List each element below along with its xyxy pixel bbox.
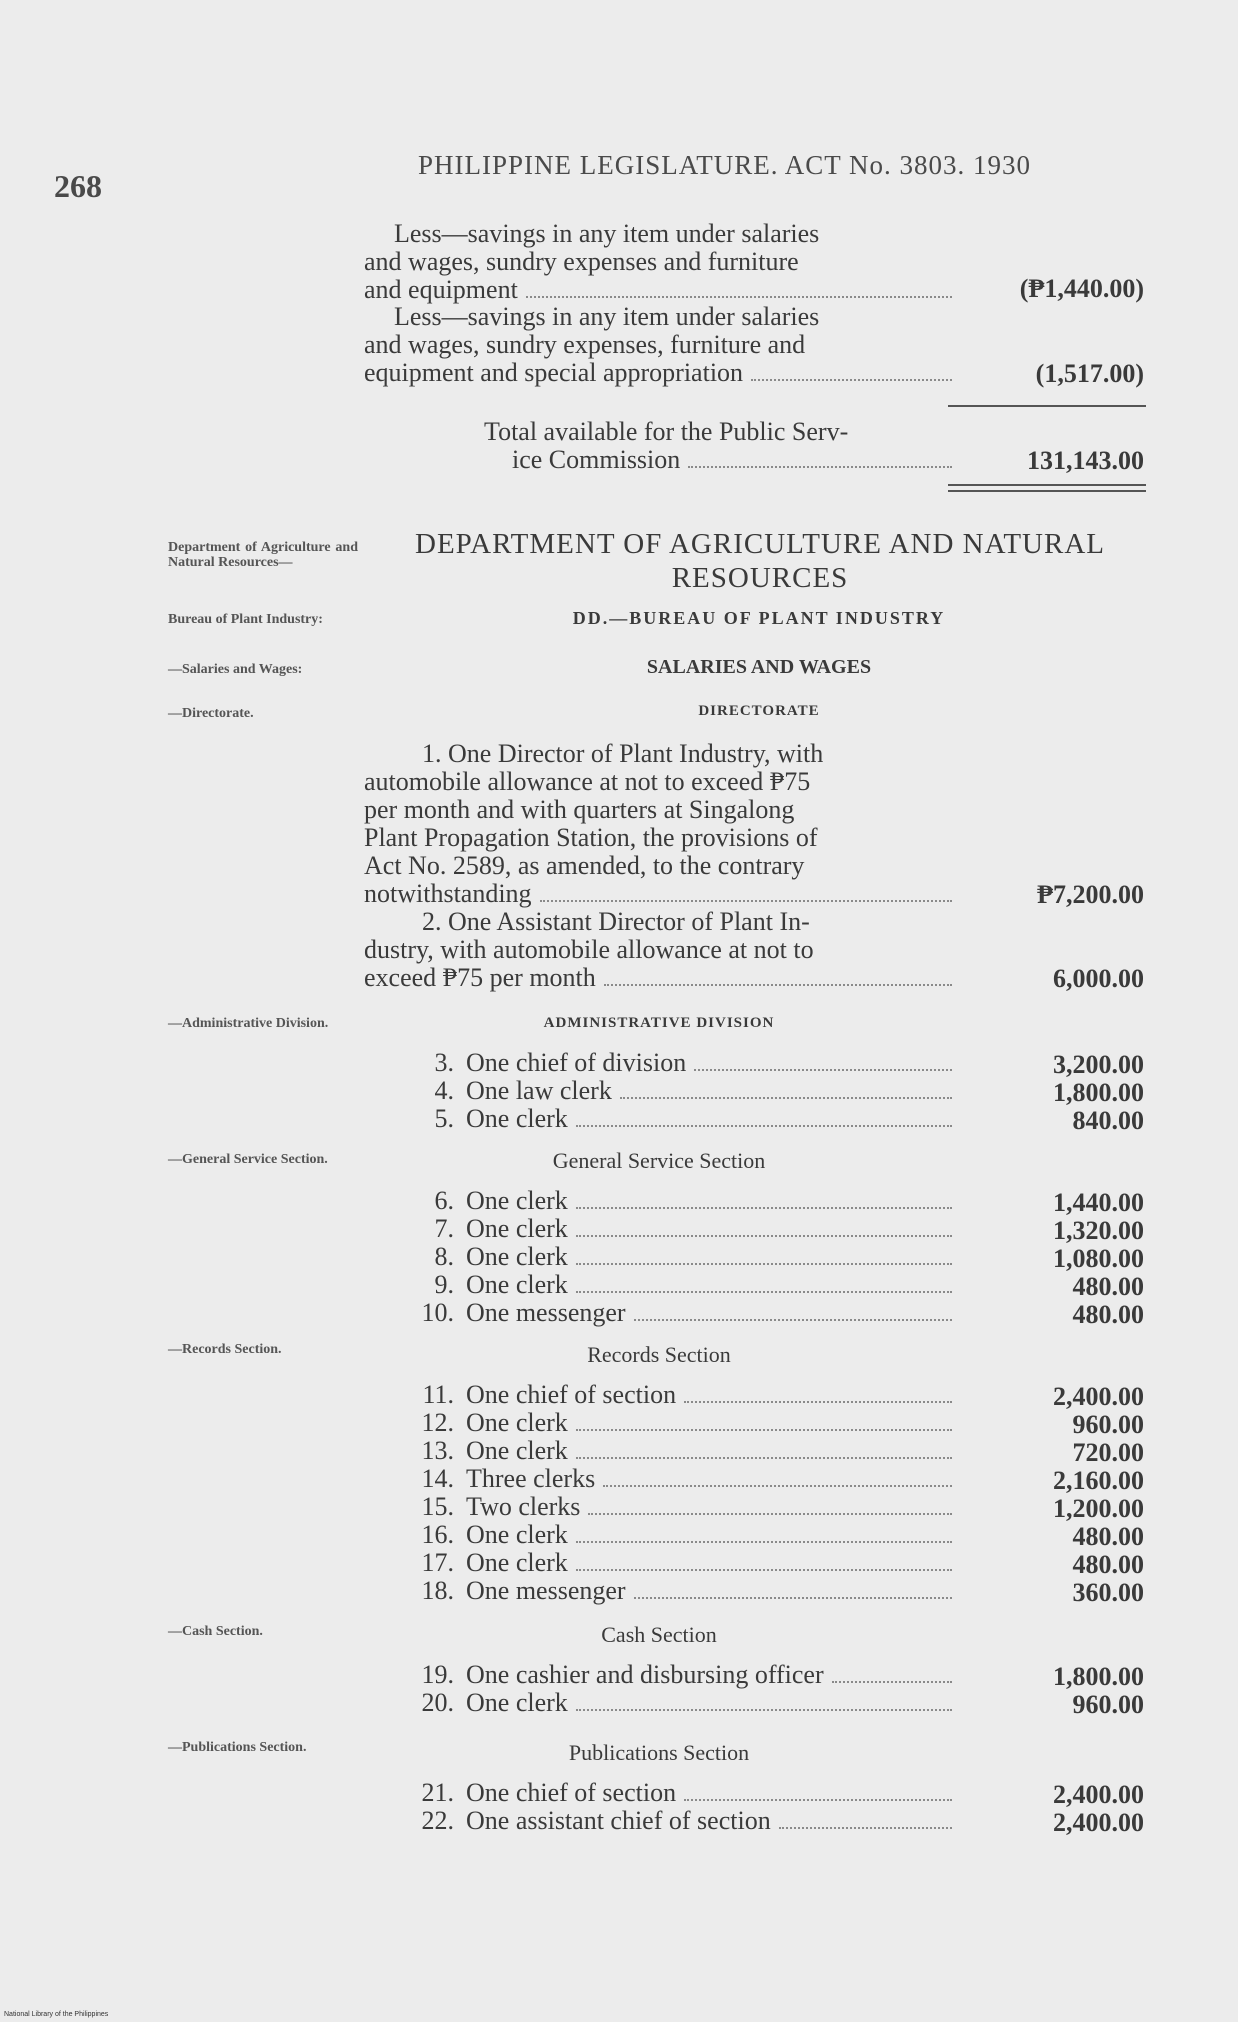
- line-item: [412, 1270, 954, 1300]
- item-amount: 1,800.00: [1053, 1662, 1144, 1691]
- margin-note-general: —General Service Section.: [168, 1152, 328, 1167]
- footer-credit: National Library of the Philippines: [4, 2011, 109, 2018]
- item-amount: 480.00: [1072, 1272, 1144, 1301]
- item-description: One chief of division: [466, 1048, 687, 1077]
- directorate-item-1: [364, 740, 954, 908]
- item-description: One chief of section: [466, 1778, 677, 1807]
- double-rule-top: [948, 484, 1146, 486]
- line-item: [412, 1806, 954, 1836]
- text-line: and wages, sundry expenses, furniture and: [364, 330, 806, 359]
- item-amount: 960.00: [1072, 1410, 1144, 1439]
- page-number: 268: [54, 168, 102, 204]
- dot-leader: [634, 1596, 952, 1599]
- item-description: One clerk: [466, 1548, 568, 1577]
- line-item: [412, 1464, 954, 1494]
- item-description: One clerk: [466, 1408, 568, 1437]
- text-line: dustry, with automobile allowance at not to: [364, 935, 814, 964]
- dot-leader: [540, 899, 952, 902]
- double-rule-bottom: [948, 490, 1146, 492]
- dot-leader: [576, 1540, 952, 1543]
- item-number: 6.: [434, 1186, 454, 1215]
- item-number: 9.: [434, 1270, 454, 1299]
- item-description: One clerk: [466, 1242, 568, 1271]
- line-item: [412, 1104, 954, 1134]
- margin-note-admin: —Administrative Division.: [168, 1016, 329, 1031]
- item-number: 21.: [421, 1778, 454, 1807]
- item-amount: 2,160.00: [1053, 1466, 1144, 1495]
- item-amount: 720.00: [1072, 1438, 1144, 1467]
- cash-heading: Cash Section: [601, 1622, 717, 1647]
- item-number: 22.: [421, 1806, 454, 1835]
- margin-note-department: Department of Agriculture and Natural Resources—: [168, 540, 358, 570]
- less-savings-entry-2: [364, 303, 954, 387]
- dot-leader: [576, 1124, 952, 1127]
- line-item: [412, 1214, 954, 1244]
- item-number: 4.: [434, 1076, 454, 1105]
- total-available: [484, 418, 954, 474]
- item-amount: 1,200.00: [1053, 1494, 1144, 1523]
- amount: (1,517.00): [1035, 359, 1144, 388]
- text-line: Less—savings in any item under salaries: [394, 219, 820, 248]
- item-description: One law clerk: [466, 1076, 612, 1105]
- line-item: [412, 1520, 954, 1550]
- margin-note-salaries: —Salaries and Wages:: [168, 662, 303, 677]
- dot-leader: [526, 295, 952, 298]
- department-title: [380, 527, 1140, 595]
- text-line: Total available for the Public Serv-: [484, 417, 849, 446]
- margin-note-cash: —Cash Section.: [168, 1624, 263, 1639]
- dot-leader: [576, 1568, 952, 1571]
- item-amount: 960.00: [1072, 1690, 1144, 1719]
- directorate-item-2: [364, 908, 954, 992]
- item-number: 8.: [434, 1242, 454, 1271]
- item-amount: 480.00: [1072, 1522, 1144, 1551]
- directorate-heading: DIRECTORATE: [698, 703, 820, 719]
- margin-note-directorate: —Directorate.: [168, 706, 254, 721]
- text-line: per month and with quarters at Singalong: [364, 795, 795, 824]
- rule: [948, 405, 1146, 407]
- admin-heading: ADMINISTRATIVE DIVISION: [543, 1015, 775, 1031]
- item-description: One assistant chief of section: [466, 1806, 771, 1835]
- department-title-line: RESOURCES: [671, 562, 849, 594]
- line-item: [412, 1436, 954, 1466]
- amount: (₱1,440.00): [1019, 274, 1144, 303]
- line-item: [412, 1380, 954, 1410]
- item-number: 15.: [421, 1492, 454, 1521]
- dot-leader: [576, 1708, 952, 1711]
- item-number: 3.: [434, 1048, 454, 1077]
- text-line: Act No. 2589, as amended, to the contrary: [364, 851, 805, 880]
- item-description: One clerk: [466, 1436, 568, 1465]
- department-title-line: DEPARTMENT OF AGRICULTURE AND NATURAL: [415, 528, 1105, 560]
- text-line: ice Commission: [512, 445, 681, 474]
- item-description: One cashier and disbursing officer: [466, 1660, 824, 1689]
- item-description: One messenger: [466, 1298, 626, 1327]
- item-number: 14.: [421, 1464, 454, 1493]
- text-line: Plant Propagation Station, the provisions of: [364, 823, 818, 852]
- dot-leader: [684, 1798, 952, 1801]
- records-heading: Records Section: [587, 1342, 731, 1367]
- margin-note-bureau: Bureau of Plant Industry:: [168, 612, 323, 627]
- dot-leader: [604, 983, 952, 986]
- item-description: One chief of section: [466, 1380, 677, 1409]
- item-description: Three clerks: [466, 1464, 596, 1493]
- item-amount: 2,400.00: [1053, 1808, 1144, 1837]
- item-number: 7.: [434, 1214, 454, 1243]
- amount: ₱7,200.00: [1037, 880, 1144, 909]
- running-head: PHILIPPINE LEGISLATURE. ACT No. 3803. 1930: [418, 150, 1032, 180]
- line-item: [412, 1298, 954, 1328]
- line-item: [412, 1688, 954, 1718]
- item-number: 5.: [434, 1104, 454, 1133]
- total-amount: 131,143.00: [1027, 446, 1144, 475]
- line-item: [412, 1576, 954, 1606]
- dot-leader: [620, 1096, 952, 1099]
- dot-leader: [576, 1206, 952, 1209]
- dot-leader: [576, 1428, 952, 1431]
- line-item: [412, 1408, 954, 1438]
- text-line: 1. One Director of Plant Industry, with: [422, 739, 824, 768]
- line-item: [412, 1186, 954, 1216]
- item-amount: 1,080.00: [1053, 1244, 1144, 1273]
- general-heading: General Service Section: [552, 1148, 766, 1173]
- item-number: 19.: [421, 1660, 454, 1689]
- text-line: 2. One Assistant Director of Plant In-: [422, 907, 810, 936]
- item-description: One clerk: [466, 1186, 568, 1215]
- line-item: [412, 1492, 954, 1522]
- line-item: [412, 1548, 954, 1578]
- item-description: One messenger: [466, 1576, 626, 1605]
- amount: 6,000.00: [1053, 964, 1144, 993]
- item-number: 10.: [421, 1298, 454, 1327]
- text-line: and wages, sundry expenses and furniture: [364, 247, 799, 276]
- salaries-heading: SALARIES AND WAGES: [646, 656, 872, 678]
- item-description: Two clerks: [466, 1492, 581, 1521]
- dot-leader: [576, 1234, 952, 1237]
- item-number: 13.: [421, 1436, 454, 1465]
- item-amount: 360.00: [1072, 1578, 1144, 1607]
- text-line: equipment and special appropriation: [364, 358, 744, 387]
- text-line: automobile allowance at not to exceed ₱75: [364, 767, 811, 796]
- item-number: 17.: [421, 1548, 454, 1577]
- item-number: 18.: [421, 1576, 454, 1605]
- item-description: One clerk: [466, 1270, 568, 1299]
- dot-leader: [588, 1512, 952, 1515]
- item-description: One clerk: [466, 1104, 568, 1133]
- item-amount: 480.00: [1072, 1300, 1144, 1329]
- line-item: [412, 1048, 954, 1078]
- item-number: 11.: [422, 1380, 454, 1409]
- item-description: One clerk: [466, 1520, 568, 1549]
- margin-note-records: —Records Section.: [168, 1342, 282, 1357]
- text-line: exceed ₱75 per month: [364, 963, 596, 992]
- item-number: 12.: [421, 1408, 454, 1437]
- item-amount: 3,200.00: [1053, 1050, 1144, 1079]
- line-item: [412, 1660, 954, 1690]
- item-amount: 1,440.00: [1053, 1188, 1144, 1217]
- bureau-heading: DD.—BUREAU OF PLANT INDUSTRY: [572, 608, 946, 628]
- dot-leader: [576, 1456, 952, 1459]
- line-item: [412, 1242, 954, 1272]
- text-line: Less—savings in any item under salaries: [394, 302, 820, 331]
- item-amount: 2,400.00: [1053, 1382, 1144, 1411]
- dot-leader: [603, 1484, 952, 1487]
- dot-leader: [688, 465, 952, 468]
- item-description: One clerk: [466, 1688, 568, 1717]
- less-savings-entry-1: [364, 220, 954, 304]
- dot-leader: [576, 1262, 952, 1265]
- line-item: [412, 1778, 954, 1808]
- text-line: notwithstanding: [364, 879, 532, 908]
- item-amount: 1,800.00: [1053, 1078, 1144, 1107]
- margin-note-publications: —Publications Section.: [168, 1740, 307, 1755]
- item-amount: 2,400.00: [1053, 1780, 1144, 1809]
- item-amount: 480.00: [1072, 1550, 1144, 1579]
- line-item: [412, 1076, 954, 1106]
- dot-leader: [751, 378, 952, 381]
- dot-leader: [634, 1318, 952, 1321]
- dot-leader: [694, 1068, 952, 1071]
- item-number: 20.: [421, 1688, 454, 1717]
- text-line: and equipment: [364, 275, 518, 304]
- dot-leader: [684, 1400, 952, 1403]
- item-description: One clerk: [466, 1214, 568, 1243]
- dot-leader: [576, 1290, 952, 1293]
- item-amount: 840.00: [1072, 1106, 1144, 1135]
- item-amount: 1,320.00: [1053, 1216, 1144, 1245]
- item-number: 16.: [421, 1520, 454, 1549]
- publications-heading: Publications Section: [568, 1740, 750, 1765]
